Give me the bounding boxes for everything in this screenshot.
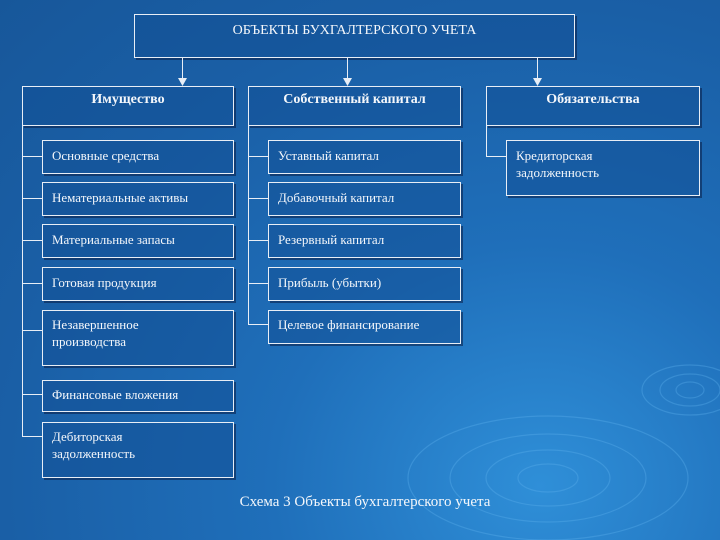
property-item-receivables: Дебиторская задолженность bbox=[52, 429, 136, 461]
branch-line bbox=[22, 436, 42, 437]
branch-line bbox=[22, 283, 42, 284]
branch-line bbox=[22, 330, 42, 331]
equity-item: Целевое финансирование bbox=[278, 317, 420, 332]
equity-item: Уставный капитал bbox=[278, 148, 379, 163]
branch-line bbox=[22, 394, 42, 395]
spine-liabilities bbox=[486, 126, 487, 156]
liability-item: Кредиторская задолженность bbox=[516, 148, 600, 180]
category-property: Имущество bbox=[91, 92, 165, 107]
branch-line bbox=[22, 198, 42, 199]
branch-line bbox=[248, 198, 268, 199]
branch-line bbox=[22, 156, 42, 157]
property-item: Материальные запасы bbox=[52, 232, 175, 247]
branch-line bbox=[486, 156, 506, 157]
property-item bbox=[52, 428, 172, 462]
spine-property bbox=[22, 126, 23, 436]
category-liabilities: Обязательства bbox=[546, 92, 640, 107]
property-item: Нематериальные активы bbox=[52, 190, 189, 205]
equity-item: Резервный капитал bbox=[278, 232, 385, 247]
branch-line bbox=[248, 156, 268, 157]
category-equity: Собственный капитал bbox=[283, 92, 426, 107]
diagram-caption: Схема 3 Объекты бухгалтерского учета bbox=[239, 494, 491, 510]
branch-line bbox=[248, 324, 268, 325]
branch-line bbox=[248, 240, 268, 241]
property-item: Финансовые вложения bbox=[52, 387, 179, 402]
arrow-down-icon bbox=[178, 78, 187, 86]
property-item: Незавершенное производства bbox=[52, 317, 139, 349]
branch-line bbox=[22, 240, 42, 241]
arrow-down-icon bbox=[533, 78, 542, 86]
branch-line bbox=[248, 283, 268, 284]
equity-item: Прибыль (убытки) bbox=[278, 275, 382, 290]
arrow-down-icon bbox=[343, 78, 352, 86]
equity-item: Добавочный капитал bbox=[278, 190, 395, 205]
diagram-title: ОБЪЕКТЫ БУХГАЛТЕРСКОГО УЧЕТА bbox=[232, 23, 477, 38]
property-item: Основные средства bbox=[52, 148, 160, 163]
property-item: Готовая продукция bbox=[52, 275, 157, 290]
